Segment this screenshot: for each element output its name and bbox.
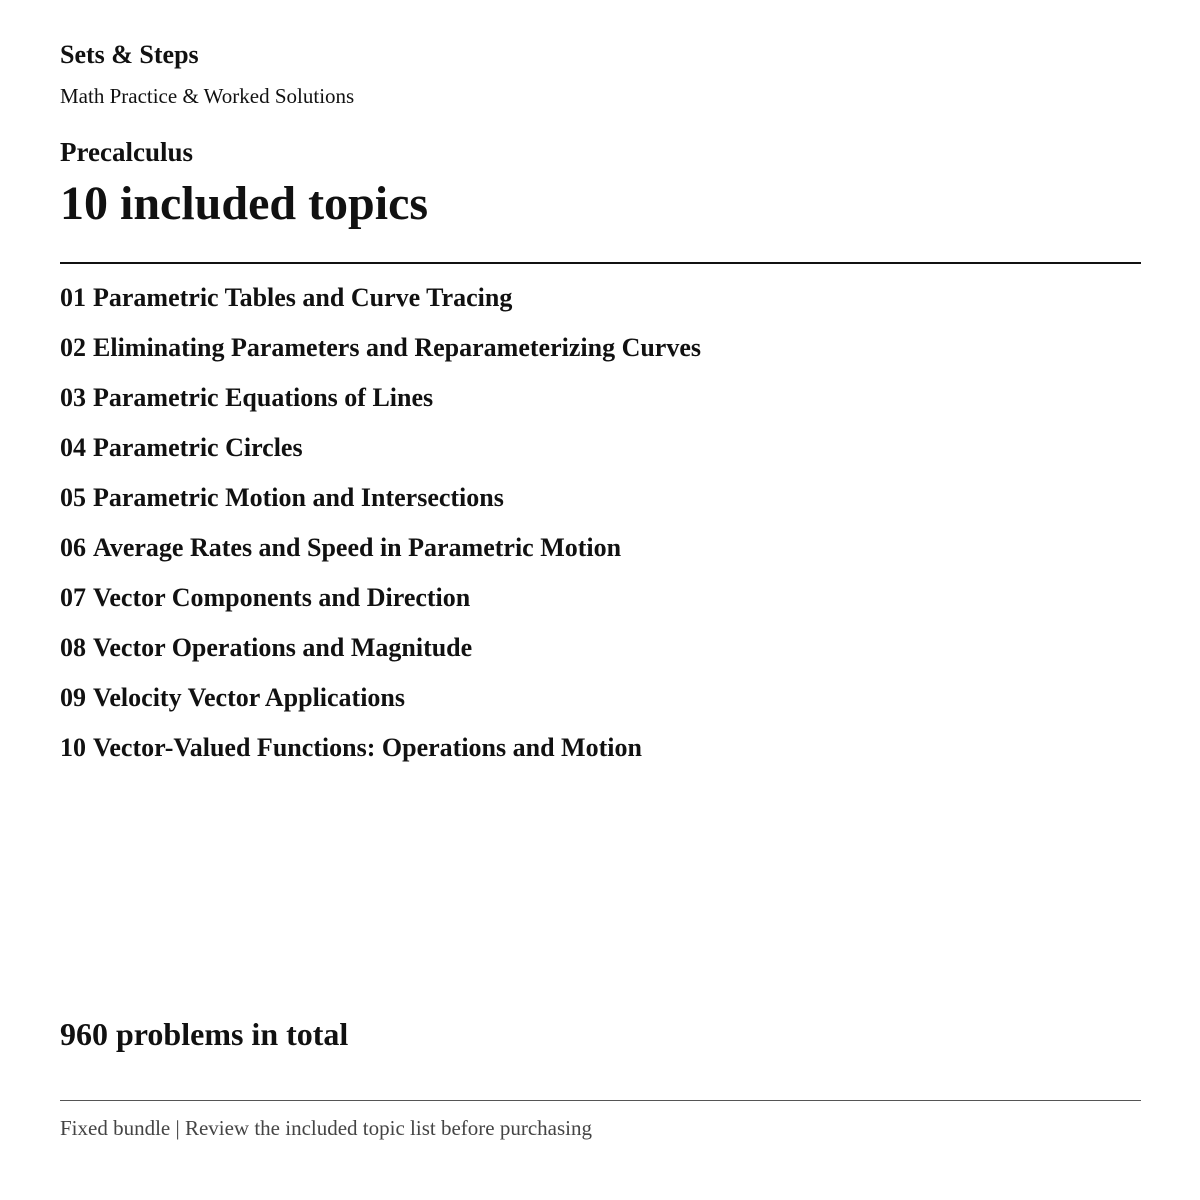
topic-number: 05 [60, 483, 86, 512]
topic-number: 08 [60, 633, 86, 662]
topic-title: Parametric Equations of Lines [93, 383, 434, 412]
topic-number: 09 [60, 683, 86, 712]
topic-title: Vector-Valued Functions: Operations and Motion [93, 733, 642, 762]
topic-number: 02 [60, 333, 86, 362]
topics-count-heading: 10 included topics [60, 177, 429, 230]
topic-title: Parametric Motion and Intersections [93, 483, 504, 512]
footer-note: Fixed bundle | Review the included topic list before purchasing [60, 1116, 592, 1140]
topic-title: Parametric Tables and Curve Tracing [93, 283, 513, 312]
heading-divider [60, 262, 1141, 264]
topic-item [60, 281, 701, 331]
topic-item [60, 731, 701, 781]
topic-number: 06 [60, 533, 86, 562]
topic-item [60, 431, 701, 481]
topic-title: Parametric Circles [93, 433, 303, 462]
product-page [60, 0, 1141, 1200]
topic-title: Velocity Vector Applications [93, 683, 406, 712]
topic-item [60, 681, 701, 731]
topic-item [60, 331, 701, 381]
topic-item [60, 631, 701, 681]
topic-list [60, 281, 701, 781]
topic-number: 10 [60, 733, 86, 762]
topic-number: 03 [60, 383, 86, 412]
problem-total: 960 problems in total [60, 1016, 349, 1052]
topic-item [60, 381, 701, 431]
topic-title: Average Rates and Speed in Parametric Motion [93, 533, 622, 562]
topic-title: Eliminating Parameters and Reparameterizing Curves [93, 333, 702, 362]
brand-name: Sets & Steps [60, 40, 199, 69]
footer-divider [60, 1100, 1141, 1101]
topic-item [60, 481, 701, 531]
topic-item [60, 531, 701, 581]
topic-title: Vector Components and Direction [93, 583, 471, 612]
brand-tagline: Math Practice & Worked Solutions [60, 84, 355, 108]
topic-item [60, 581, 701, 631]
topic-number: 01 [60, 283, 86, 312]
topic-title: Vector Operations and Magnitude [93, 633, 473, 662]
topic-number: 04 [60, 433, 86, 462]
subject-title: Precalculus [60, 137, 193, 167]
topic-number: 07 [60, 583, 86, 612]
